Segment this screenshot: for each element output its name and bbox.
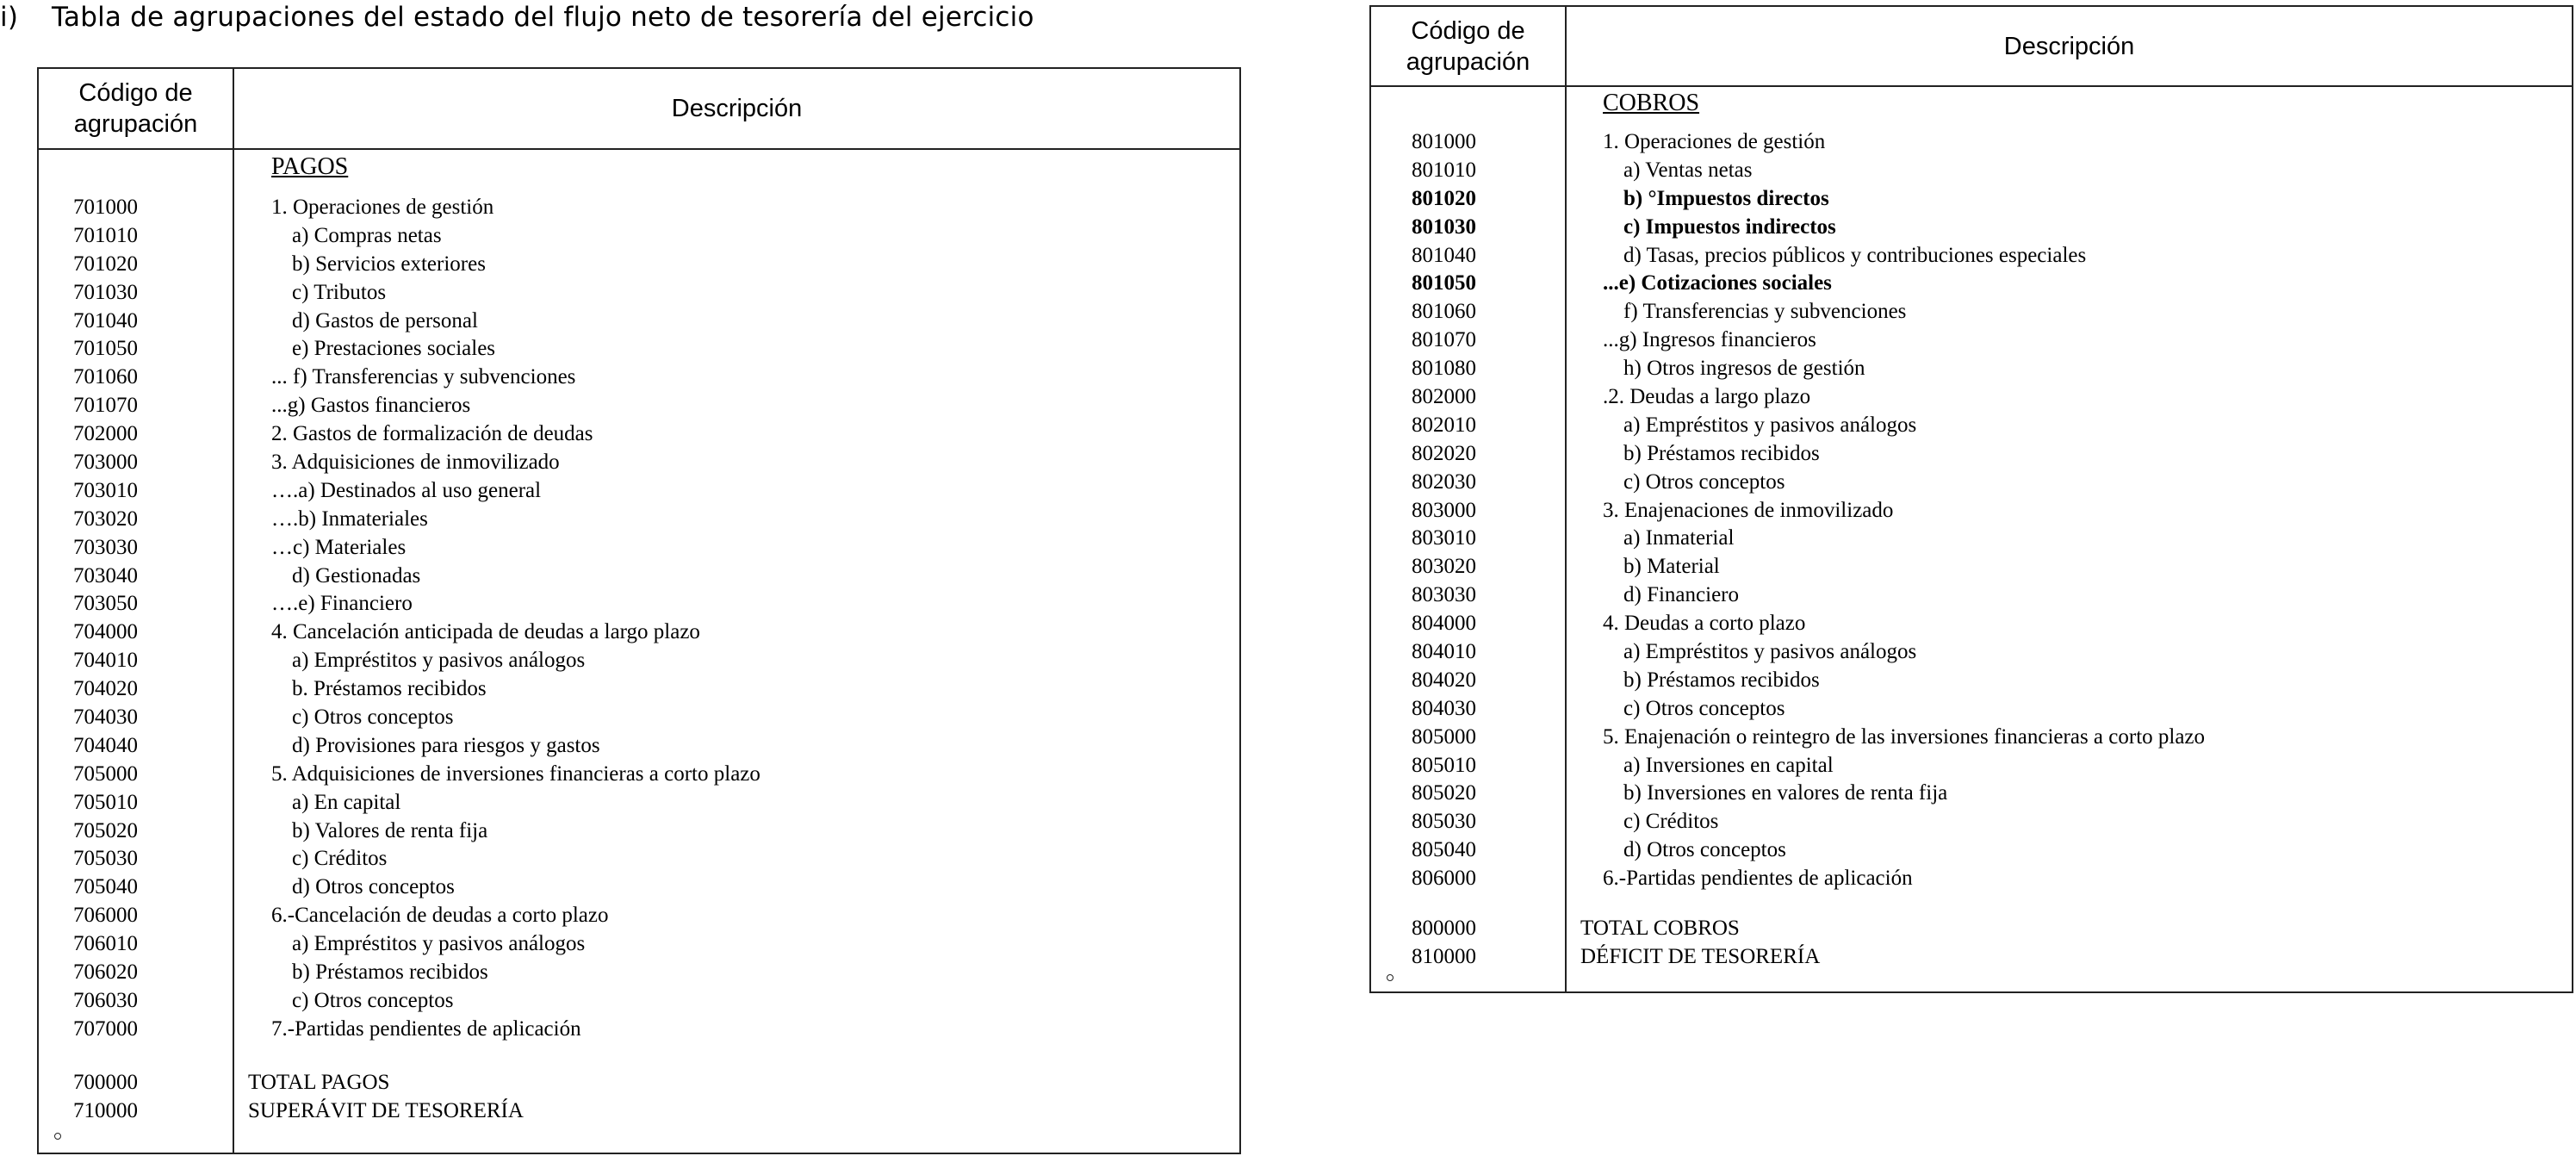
table-row xyxy=(39,364,1239,392)
row-description: a) Compras netas xyxy=(292,223,442,247)
row-description: b) Servicios exteriores xyxy=(292,252,486,276)
pagos-rows xyxy=(39,194,1239,1044)
row-code: 701070 xyxy=(73,394,138,418)
table-row xyxy=(39,704,1239,732)
pagos-table xyxy=(37,67,1241,1154)
table-row xyxy=(39,279,1239,308)
row-description: f) Transferencias y subvenciones xyxy=(1623,300,1907,324)
row-description: b) °Impuestos directos xyxy=(1623,186,1829,210)
table-row xyxy=(39,873,1239,902)
row-code: 707000 xyxy=(73,1016,138,1041)
row-code: 702000 xyxy=(73,422,138,446)
row-code: 705030 xyxy=(73,847,138,871)
row-description: DÉFICIT DE TESORERÍA xyxy=(1580,944,1821,968)
row-description: a) Empréstitos y pasivos análogos xyxy=(292,649,586,673)
row-description: ….b) Inmateriales xyxy=(271,507,428,531)
table-row xyxy=(39,449,1239,477)
row-code: 804010 xyxy=(1412,640,1476,664)
row-description: 6.-Partidas pendientes de aplicación xyxy=(1603,867,1913,891)
row-description: a) Ventas netas xyxy=(1623,158,1753,182)
table-row xyxy=(39,506,1239,534)
table-row xyxy=(39,222,1239,251)
description-column-header: Descripción xyxy=(671,95,803,122)
table-row xyxy=(39,959,1239,987)
code-column-header: Código de agrupación xyxy=(73,79,198,138)
row-description: d) Otros conceptos xyxy=(1623,838,1786,862)
row-description: 1. Operaciones de gestión xyxy=(1603,130,1826,153)
table-row xyxy=(1371,298,2572,326)
row-code: 801040 xyxy=(1412,243,1476,267)
row-description: d) Provisiones para riesgos y gastos xyxy=(292,733,600,757)
row-code: 706030 xyxy=(73,988,138,1012)
page-heading xyxy=(0,2,1034,33)
table-row xyxy=(39,930,1239,959)
row-description: d) Gastos de personal xyxy=(292,308,478,333)
row-description: 1. Operaciones de gestión xyxy=(271,196,494,219)
row-description: a) Empréstitos y pasivos análogos xyxy=(1623,413,1917,437)
row-code: 705020 xyxy=(73,818,138,842)
table-row xyxy=(39,618,1239,647)
row-code: 801060 xyxy=(1412,300,1476,324)
row-description: TOTAL PAGOS xyxy=(248,1071,390,1094)
header-divider xyxy=(39,148,1239,150)
row-code: 701050 xyxy=(73,337,138,361)
row-description: a) Inversiones en capital xyxy=(1623,753,1834,777)
row-description: a) Inmaterial xyxy=(1623,526,1735,550)
row-code: 701030 xyxy=(73,280,138,304)
row-code: 703020 xyxy=(73,507,138,531)
row-code: 704020 xyxy=(73,677,138,701)
table-row xyxy=(1371,581,2572,610)
row-code: 703000 xyxy=(73,451,138,475)
table-row xyxy=(39,1097,1239,1126)
row-code: 701020 xyxy=(73,252,138,276)
table-row xyxy=(39,335,1239,364)
row-description: c) Otros conceptos xyxy=(292,705,454,730)
row-description: e) Prestaciones sociales xyxy=(292,337,496,361)
row-code: 804000 xyxy=(1412,612,1476,636)
row-description: ….e) Financiero xyxy=(271,592,413,616)
row-description: 7.-Partidas pendientes de aplicación xyxy=(271,1016,581,1041)
row-description: b) Material xyxy=(1623,555,1720,579)
table-row xyxy=(39,675,1239,704)
row-code: 801030 xyxy=(1412,214,1476,239)
table-row xyxy=(1371,412,2572,440)
table-row xyxy=(39,1016,1239,1044)
row-description: a) En capital xyxy=(292,790,401,814)
row-description: b) Valores de renta fija xyxy=(292,818,488,842)
cobros-section-title: COBROS xyxy=(1603,90,1700,116)
table-row xyxy=(1371,667,2572,695)
table-row xyxy=(39,251,1239,279)
table-row xyxy=(1371,440,2572,469)
row-code: 804020 xyxy=(1412,668,1476,692)
degree-mark xyxy=(54,1133,61,1140)
table-row xyxy=(39,194,1239,222)
table-row xyxy=(1371,808,2572,836)
row-description: …c) Materiales xyxy=(271,535,407,559)
row-code: 801080 xyxy=(1412,357,1476,381)
table-row xyxy=(1371,326,2572,355)
row-code: 700000 xyxy=(73,1071,138,1094)
row-description: c) Impuestos indirectos xyxy=(1623,214,1836,239)
row-description: c) Créditos xyxy=(1623,810,1719,834)
table-row xyxy=(39,789,1239,817)
table-row xyxy=(1371,497,2572,525)
row-description: ...g) Ingresos financieros xyxy=(1603,328,1816,352)
table-row xyxy=(1371,610,2572,638)
row-code: 801020 xyxy=(1412,186,1476,210)
row-description: a) Empréstitos y pasivos análogos xyxy=(1623,640,1917,664)
row-code: 704030 xyxy=(73,705,138,730)
row-description: c) Tributos xyxy=(292,280,387,304)
row-code: 701060 xyxy=(73,365,138,389)
row-code: 703050 xyxy=(73,592,138,616)
cobros-table xyxy=(1369,5,2573,993)
table-row xyxy=(1371,865,2572,893)
row-code: 701000 xyxy=(73,196,138,219)
row-description: b) Préstamos recibidos xyxy=(1623,668,1820,692)
table-row xyxy=(1371,185,2572,214)
row-description: a) Empréstitos y pasivos análogos xyxy=(292,932,586,956)
table-row xyxy=(1371,724,2572,752)
row-code: 706000 xyxy=(73,904,138,928)
row-code: 803000 xyxy=(1412,498,1476,522)
row-description: .2. Deudas a largo plazo xyxy=(1603,385,1811,409)
row-code: 804030 xyxy=(1412,696,1476,720)
header-divider xyxy=(1371,85,2572,87)
row-code: 805020 xyxy=(1412,781,1476,805)
heading-title: Tabla de agrupaciones del estado del flujo neto de tesorería del ejercicio xyxy=(52,2,1034,33)
heading-number: i) xyxy=(0,2,19,33)
row-description: 4. Deudas a corto plazo xyxy=(1603,612,1806,636)
row-description: d) Otros conceptos xyxy=(292,875,455,899)
row-code: 801000 xyxy=(1412,130,1476,153)
row-description: b) Préstamos recibidos xyxy=(292,960,488,985)
table-row xyxy=(1371,553,2572,581)
row-code: 805040 xyxy=(1412,838,1476,862)
row-description: 2. Gastos de formalización de deudas xyxy=(271,422,593,446)
table-row xyxy=(1371,157,2572,185)
row-code: 801070 xyxy=(1412,328,1476,352)
table-row xyxy=(39,1069,1239,1097)
table-row xyxy=(1371,752,2572,780)
row-code: 805000 xyxy=(1412,724,1476,749)
row-code: 703040 xyxy=(73,563,138,587)
row-code: 706010 xyxy=(73,932,138,956)
cobros-rows xyxy=(1371,128,2572,893)
row-description: d) Tasas, precios públicos y contribuciones especiales xyxy=(1623,243,2087,267)
row-code: 803010 xyxy=(1412,526,1476,550)
table-row xyxy=(1371,214,2572,242)
table-row xyxy=(1371,915,2572,943)
row-code: 704000 xyxy=(73,620,138,644)
row-code: 802030 xyxy=(1412,469,1476,494)
table-row xyxy=(1371,780,2572,808)
pagos-totals xyxy=(39,1069,1239,1126)
row-description: 3. Enajenaciones de inmovilizado xyxy=(1603,498,1894,522)
row-description: ...e) Cotizaciones sociales xyxy=(1603,271,1832,295)
row-description: ... f) Transferencias y subvenciones xyxy=(271,365,576,389)
row-description: c) Créditos xyxy=(292,847,388,871)
table-row xyxy=(39,732,1239,761)
row-description: 5. Adquisiciones de inversiones financieras a corto plazo xyxy=(271,761,760,786)
pagos-section-title: PAGOS xyxy=(271,153,349,180)
table-row xyxy=(39,902,1239,930)
row-code: 802020 xyxy=(1412,441,1476,465)
table-row xyxy=(1371,695,2572,724)
row-code: 704040 xyxy=(73,733,138,757)
table-row xyxy=(1371,525,2572,553)
row-description: ...g) Gastos financieros xyxy=(271,394,471,418)
row-code: 800000 xyxy=(1412,917,1476,940)
row-code: 803020 xyxy=(1412,555,1476,579)
table-row xyxy=(1371,128,2572,157)
row-code: 701010 xyxy=(73,223,138,247)
table-row xyxy=(1371,836,2572,865)
table-row xyxy=(39,562,1239,591)
row-code: 705000 xyxy=(73,761,138,786)
row-description: b. Préstamos recibidos xyxy=(292,677,487,701)
row-description: c) Otros conceptos xyxy=(1623,696,1785,720)
table-row xyxy=(39,534,1239,562)
table-row xyxy=(39,647,1239,675)
row-code: 805030 xyxy=(1412,810,1476,834)
row-code: 802000 xyxy=(1412,385,1476,409)
row-description: SUPERÁVIT DE TESORERÍA xyxy=(248,1098,524,1122)
row-code: 706020 xyxy=(73,960,138,985)
table-row xyxy=(39,987,1239,1016)
row-code: 802010 xyxy=(1412,413,1476,437)
row-description: c) Otros conceptos xyxy=(292,988,454,1012)
row-code: 803030 xyxy=(1412,583,1476,607)
row-description: 5. Enajenación o reintegro de las inversiones financieras a corto plazo xyxy=(1603,724,2206,749)
degree-mark xyxy=(1387,974,1394,981)
row-code: 805010 xyxy=(1412,753,1476,777)
cobros-totals xyxy=(1371,915,2572,972)
row-description: 3. Adquisiciones de inmovilizado xyxy=(271,451,560,475)
row-description: ….a) Destinados al uso general xyxy=(271,478,542,502)
row-description: d) Gestionadas xyxy=(292,563,421,587)
table-row xyxy=(39,590,1239,618)
row-description: c) Otros conceptos xyxy=(1623,469,1785,494)
table-row xyxy=(1371,242,2572,270)
table-row xyxy=(1371,638,2572,667)
table-row xyxy=(1371,943,2572,972)
row-code: 801010 xyxy=(1412,158,1476,182)
row-description: b) Inversiones en valores de renta fija xyxy=(1623,781,1948,805)
row-code: 704010 xyxy=(73,649,138,673)
table-row xyxy=(1371,355,2572,383)
row-code: 703030 xyxy=(73,535,138,559)
row-description: h) Otros ingresos de gestión xyxy=(1623,357,1865,381)
row-code: 710000 xyxy=(73,1098,138,1122)
table-row xyxy=(39,308,1239,336)
code-column-header: Código de agrupación xyxy=(1406,16,1530,76)
row-code: 701040 xyxy=(73,308,138,333)
table-row xyxy=(39,477,1239,506)
table-row xyxy=(1371,270,2572,298)
table-row xyxy=(39,761,1239,789)
table-row xyxy=(39,420,1239,449)
row-description: TOTAL COBROS xyxy=(1580,917,1740,940)
table-row xyxy=(39,845,1239,873)
description-column-header: Descripción xyxy=(2003,32,2135,60)
row-code: 806000 xyxy=(1412,867,1476,891)
row-code: 801050 xyxy=(1412,271,1476,295)
table-row xyxy=(39,392,1239,420)
table-row xyxy=(1371,469,2572,497)
row-code: 703010 xyxy=(73,478,138,502)
row-description: 4. Cancelación anticipada de deudas a largo plazo xyxy=(271,620,700,644)
row-code: 705010 xyxy=(73,790,138,814)
row-code: 705040 xyxy=(73,875,138,899)
row-description: 6.-Cancelación de deudas a corto plazo xyxy=(271,904,609,928)
table-row xyxy=(39,817,1239,846)
row-code: 810000 xyxy=(1412,944,1476,968)
table-row xyxy=(1371,383,2572,412)
row-description: b) Préstamos recibidos xyxy=(1623,441,1820,465)
row-description: d) Financiero xyxy=(1623,583,1739,607)
